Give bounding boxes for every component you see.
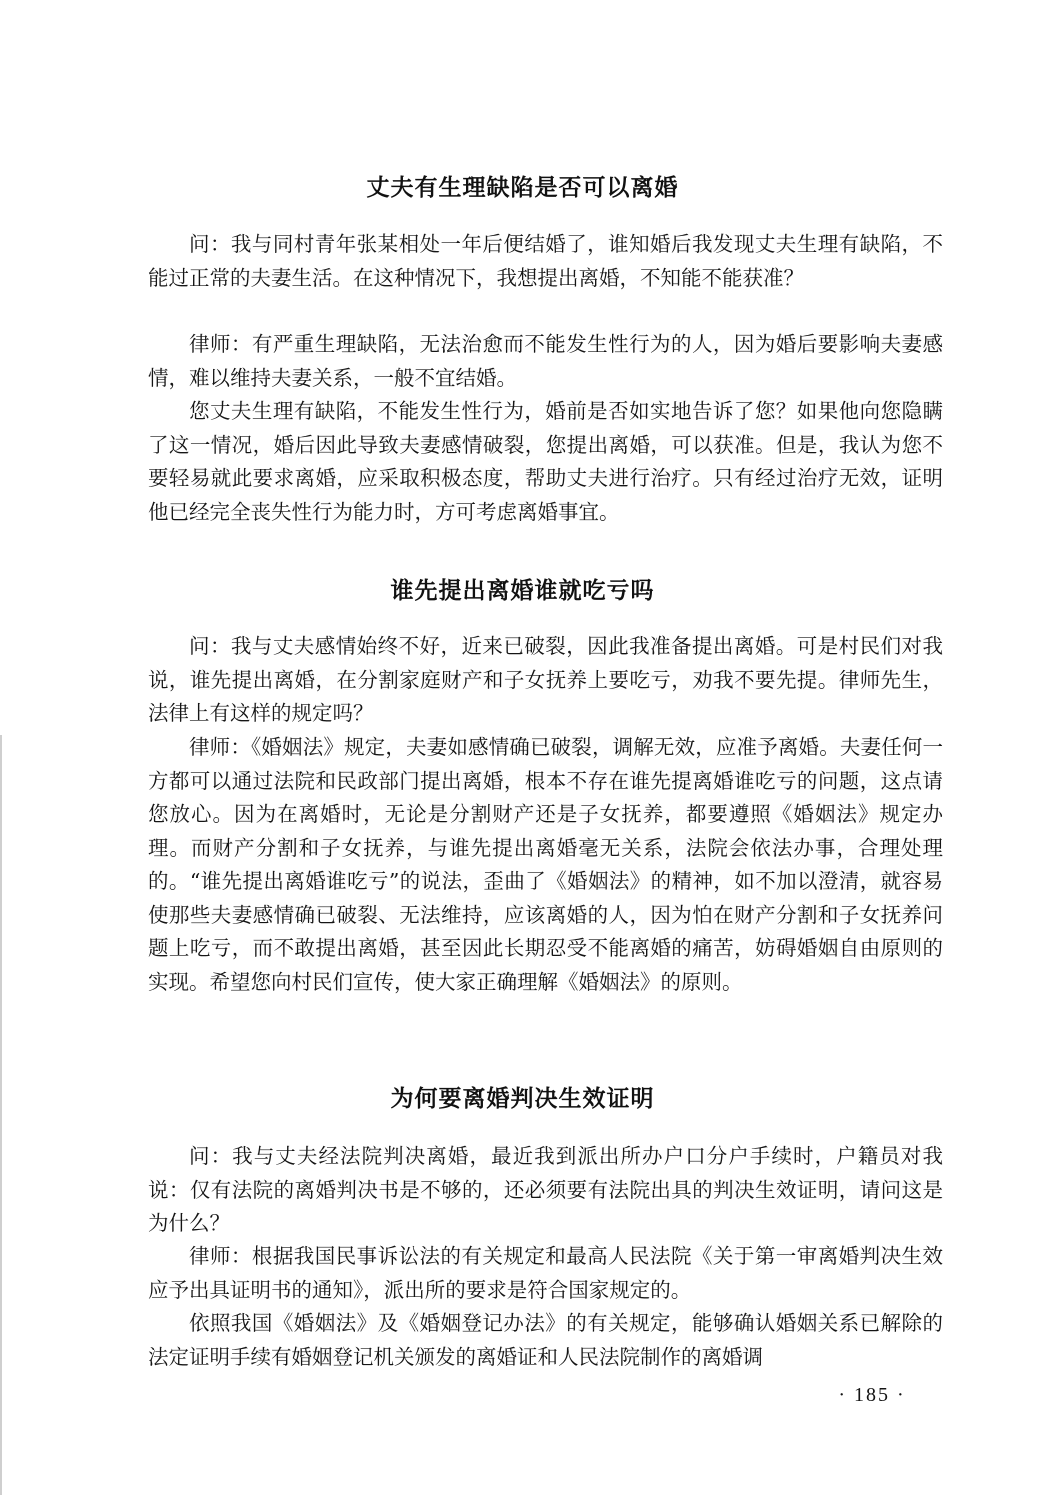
paragraph-question-1: 问：我与同村青年张某相处一年后便结婚了，谁知婚后我发现丈夫生理有缺陷，不能过正常的夫妻生活。在这种情况下，我想提出离婚，不知能不能获准？ [148,232,943,290]
section-title-judgment-certificate: 为何要离婚判决生效证明 [390,1086,655,1112]
paragraph-lawyer-answer-2: 律师：《婚姻法》规定，夫妻如感情确已破裂，调解无效，应准予离婚。夫妻任何一方都可以通过法院和民政部门提出离婚，根本不存在谁先提离婚谁吃亏的问题，这点请您放心。因为在离婚时，无论是分割财产还是子女抚养，都要遵照《婚姻法》规定办理。而财产分割和子女抚养，与谁先提出离婚毫无关系，法院会依法办事，合理处理的。“谁先提出离婚谁吃亏”的说法，歪曲了《婚姻法》的精神，如不加以澄清，就容易使那些夫妻感情确已破裂、无法维持，应该离婚的人，因为怕在财产分割和子女抚养问题上吃亏，而不敢提出离婚，甚至因此长期忍受不能离婚的痛苦，妨碍婚姻自由原则的实现。希望您向村民们宣传，使大家正确理解《婚姻法》的原则。 [148,735,943,994]
paragraph-question-2: 问：我与丈夫感情始终不好，近来已破裂，因此我准备提出离婚。可是村民们对我说，谁先提出离婚，在分割家庭财产和子女抚养上要吃亏，劝我不要先提。律师先生，法律上有这样的规定吗？ [148,634,943,725]
paragraph-question-3: 问：我与丈夫经法院判决离婚，最近我到派出所办户口分户手续时，户籍员对我说：仅有法院的离婚判决书是不够的，还必须要有法院出具的判决生效证明，请问这是为什么？ [148,1144,943,1235]
section-title-physical-defect: 丈夫有生理缺陷是否可以离婚 [366,175,679,201]
paragraph-lawyer-explanation-3: 依照我国《婚姻法》及《婚姻登记办法》的有关规定，能够确认婚姻关系已解除的法定证明手续有婚姻登记机关颁发的离婚证和人民法院制作的离婚调 [148,1311,943,1369]
paragraph-lawyer-advice-1: 您丈夫生理有缺陷，不能发生性行为，婚前是否如实地告诉了您？如果他向您隐瞒了这一情况，婚后因此导致夫妻感情破裂，您提出离婚，可以获准。但是，我认为您不要轻易就此要求离婚，应采取积极态度，帮助丈夫进行治疗。只有经过治疗无效，证明他已经完全丧失性行为能力时，方可考虑离婚事宜。 [148,399,943,524]
section-title-who-files-first: 谁先提出离婚谁就吃亏吗 [390,578,655,604]
paragraph-lawyer-answer-3: 律师：根据我国民事诉讼法的有关规定和最高人民法院《关于第一审离婚判决生效应予出具证明书的通知》，派出所的要求是符合国家规定的。 [148,1244,943,1302]
scan-edge-line [0,735,2,1495]
paragraph-lawyer-answer-1: 律师：有严重生理缺陷，无法治愈而不能发生性行为的人，因为婚后要影响夫妻感情，难以维持夫妻关系，一般不宜结婚。 [148,332,943,390]
page-number: · 185 · [838,1384,906,1406]
